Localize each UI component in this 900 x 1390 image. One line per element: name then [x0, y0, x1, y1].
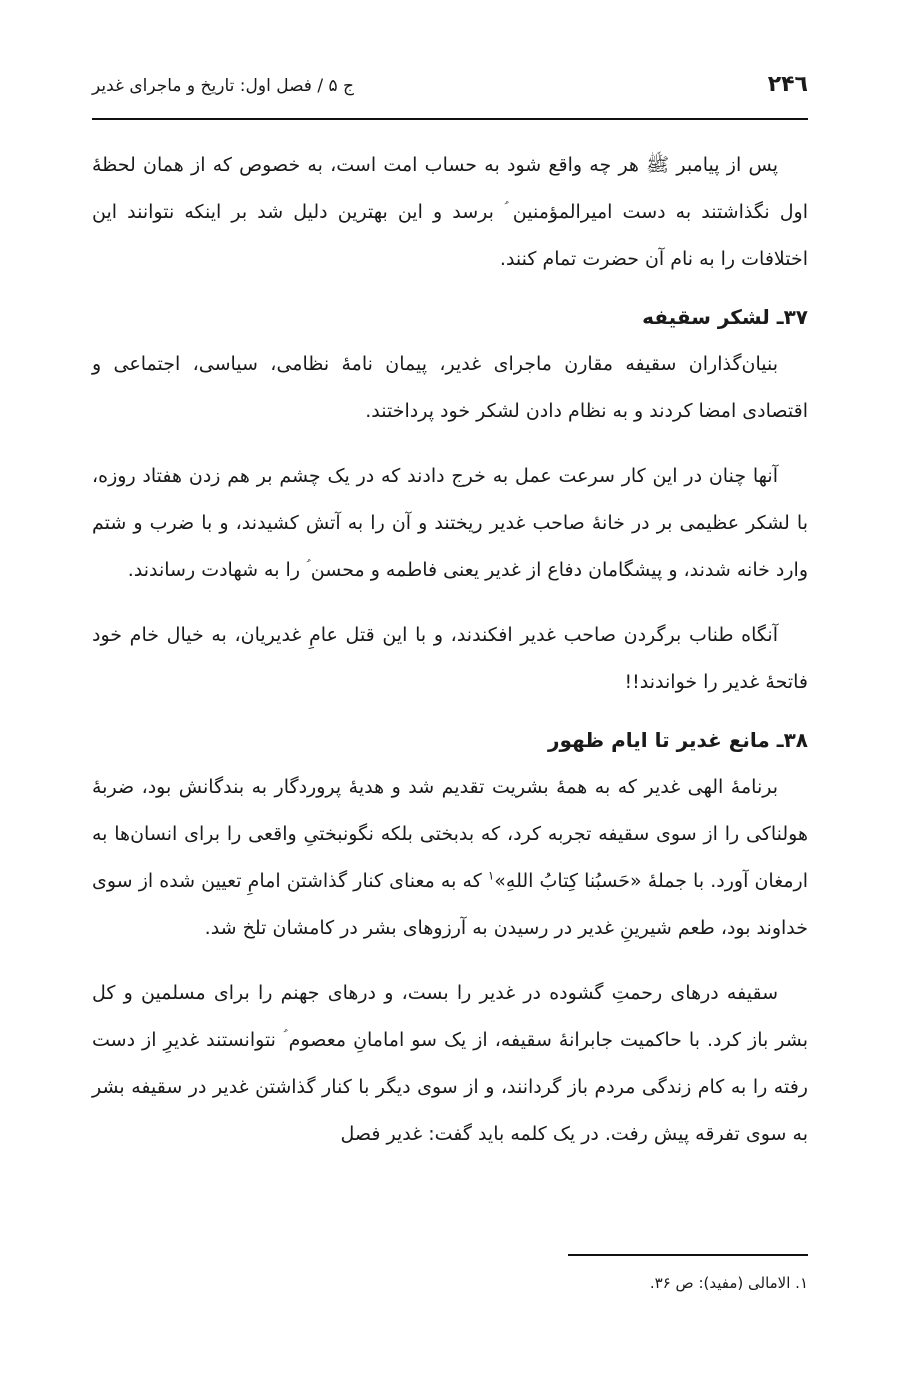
footnote-reference[interactable]: ۱ [487, 868, 495, 883]
page-header [92, 70, 808, 120]
footnote-divider [568, 1254, 808, 1256]
page-number: ۲۴٦ [767, 72, 808, 97]
paragraph-3: آنها چنان در این کار سرعت عمل به خرج دادند که در یک چشم بر هم زدن هفتاد روزه، با لشکر عظیمی بر در خانهٔ صاحب غدیر ریختند و آن را به آتش کشیدند، و با ضرب و شتم وارد خانه شدند، و پیشگامان دفاع از غدیر یعنی فاطمه و محسن ؑ را به شهادت رساندند. [92, 465, 808, 581]
section-heading-37: ۳۷ـ لشکر سقیفه [642, 305, 808, 329]
section-heading-38: ۳۸ـ مانع غدیر تا ایام ظهور [548, 728, 808, 752]
paragraph-1: پس از پیامبر ﷺ هر چه واقع شود به حساب امت است، به خصوص که از همان لحظهٔ اول نگذاشتند به دست امیرالمؤمنین ؑ برسد و این بهترین دلیل شد بر اینکه نتوانند این اختلافات را به نام آن حضرت تمام کنند. [92, 154, 808, 270]
paragraph-5 [92, 764, 808, 952]
paragraph-5-text-b: که به معنای کنار گذاشتن امامِ تعیین شده از سوی خداوند بود، طعم شیرینِ غدیر در رسیدن به آرزوهای بشر در کامشان تلخ شد. [92, 870, 808, 939]
paragraph-5-text-a: برنامهٔ الهی غدیر که به همهٔ بشریت تقدیم شد و هدیهٔ پروردگار به بندگانش بود، ضربهٔ هولناکی را از سوی سقیفه تجربه کرد، که بدبختی بلکه نگونبختیِ واقعی را برای انسان‌ها به ارمغان آورد. با جملهٔ «حَسبُنا کِتابُ اللهِ» [92, 776, 808, 892]
footnote: ۱. الامالی (مفید): ص ۳۶. [649, 1274, 808, 1292]
paragraph-4: آنگاه طناب برگردن صاحب غدیر افکندند، و با این قتل عامِ غدیریان، به خیال خام خود فاتحهٔ غدیر را خواندند!! [92, 624, 808, 693]
paragraph-2: بنیان‌گذاران سقیفه مقارن ماجرای غدیر، پیمان نامهٔ نظامی، سیاسی، اجتماعی و اقتصادی امضا کردند و به نظام دادن لشکر خود پرداختند. [92, 353, 808, 422]
running-title: ج ۵ / فصل اول: تاریخ و ماجرای غدیر [92, 76, 355, 96]
paragraph-6: سقیفه درهای رحمتِ گشوده در غدیر را بست، و درهای جهنم را برای مسلمین و کل بشر باز کرد. با حاکمیت جابرانهٔ سقیفه، از یک سو امامانِ معصوم ؑ نتوانستند غدیرِ از دست رفته را به کام زندگی مردم باز گردانند، و از سوی دیگر با کنار گذاشتن غدیر در سقیفه بشر به سوی تفرقه پیش رفت. در یک کلمه باید گفت: غدیر فصل [92, 982, 808, 1145]
page-body [92, 142, 808, 1158]
